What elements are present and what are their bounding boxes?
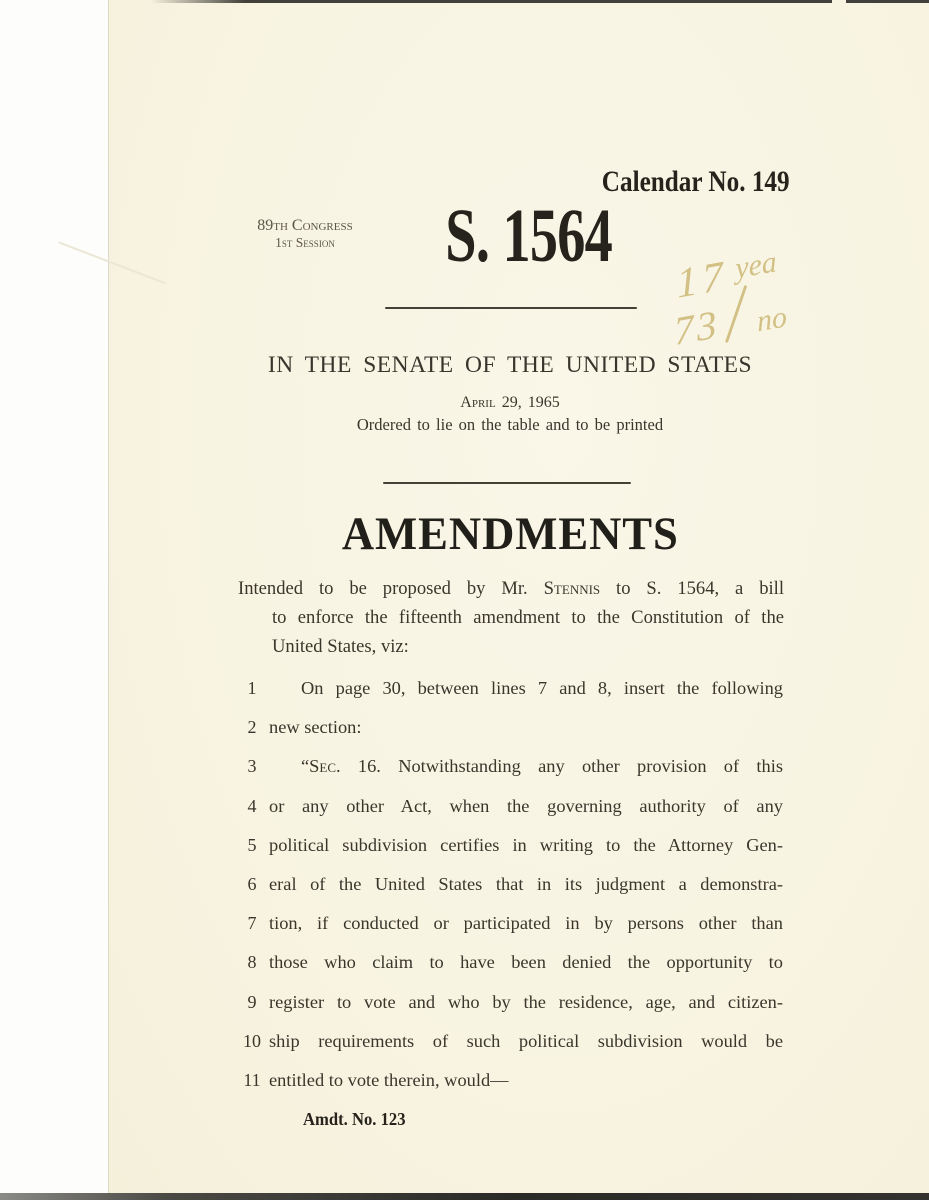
amendment-line-row: [240, 715, 785, 747]
amendment-line-row: [240, 676, 785, 708]
amendment-line-text: tion, if conducted or participated in by persons other than: [269, 913, 783, 934]
amendment-line-row: [240, 1029, 785, 1061]
amendment-line-text: new section:: [269, 717, 362, 738]
amendment-line-row: [240, 872, 785, 904]
amendment-line-text: or any other Act, when the governing authority of any: [269, 795, 783, 816]
sponsor-name: Stennis: [543, 578, 601, 599]
bill-number: S. 1564: [445, 194, 613, 278]
amendment-line-row: [240, 990, 785, 1022]
line-number: 9: [247, 991, 257, 1012]
amendment-line-text: register to vote and who by the residence, age, and citizen-: [269, 991, 783, 1012]
amendment-line-text: ship requirements of such political subdivision would be: [269, 1030, 783, 1051]
amendment-line-text: those who claim to have been denied the opportunity to: [269, 952, 783, 973]
tally-no-word: no: [755, 300, 788, 339]
amendment-line-row: [240, 1068, 785, 1100]
line-number: 4: [247, 795, 257, 816]
line-number: 10: [243, 1030, 261, 1051]
session-line: 1st Session: [275, 235, 335, 251]
amendment-line-text: entitled to vote therein, would—: [269, 1070, 509, 1090]
tally-yea-count: 17: [675, 252, 730, 308]
line-number: 5: [247, 834, 257, 855]
line-number: 1: [247, 678, 257, 698]
amendment-line-row: [240, 794, 785, 826]
amendment-line-row: [240, 833, 785, 865]
amendment-line-text: political subdivision certifies in writing to the Attorney Gen-: [269, 834, 783, 855]
date-line: April 29, 1965: [460, 394, 560, 411]
scan-edge-artifact-bottom: [0, 1193, 929, 1200]
line-number: 7: [247, 913, 257, 934]
amendment-line-text: On page 30, between lines 7 and 8, insert the following: [301, 678, 783, 698]
intro-line: United States, viz:: [272, 636, 409, 658]
scan-edge-artifact-top: [846, 0, 929, 3]
line-number: 11: [243, 1070, 261, 1090]
ordered-line: Ordered to lie on the table and to be printed: [356, 415, 664, 434]
amendment-number-footer: Amdt. No. 123: [303, 1109, 406, 1129]
congress-session-block: [230, 216, 380, 251]
amendment-line-row: [240, 754, 785, 786]
scan-edge-artifact-top: [150, 0, 832, 3]
amendment-line-row: [240, 950, 785, 982]
amendment-line-text: “Sec. 16. Notwithstanding any other provision of this: [301, 756, 783, 777]
line-number: 6: [247, 874, 257, 894]
congress-line: 89th Congress: [257, 217, 353, 234]
intro-paragraph: [238, 574, 784, 662]
amendment-line-row: [240, 911, 785, 943]
horizontal-rule: [385, 307, 637, 309]
horizontal-rule: [383, 482, 631, 484]
line-number: 3: [247, 756, 257, 777]
chamber-heading: IN THE SENATE OF THE UNITED STATES: [267, 352, 753, 378]
tally-no-count: 73: [672, 300, 721, 354]
line-number: 8: [247, 952, 257, 973]
intro-line: to enforce the fifteenth amendment to the Constitution of the: [272, 607, 784, 629]
tally-yea-word: yea: [734, 245, 778, 286]
intro-line: Intended to be proposed by Mr. Stennis to S. 1564, a bill: [238, 578, 785, 599]
section-label: Sec.: [309, 756, 341, 777]
document-title: AMENDMENTS: [341, 508, 679, 560]
amendment-line-text: eral of the United States that in its judgment a demonstra-: [269, 874, 783, 894]
calendar-number: Calendar No. 149: [602, 165, 790, 198]
amendment-text-block: [240, 676, 785, 1146]
line-number: 2: [247, 717, 257, 738]
